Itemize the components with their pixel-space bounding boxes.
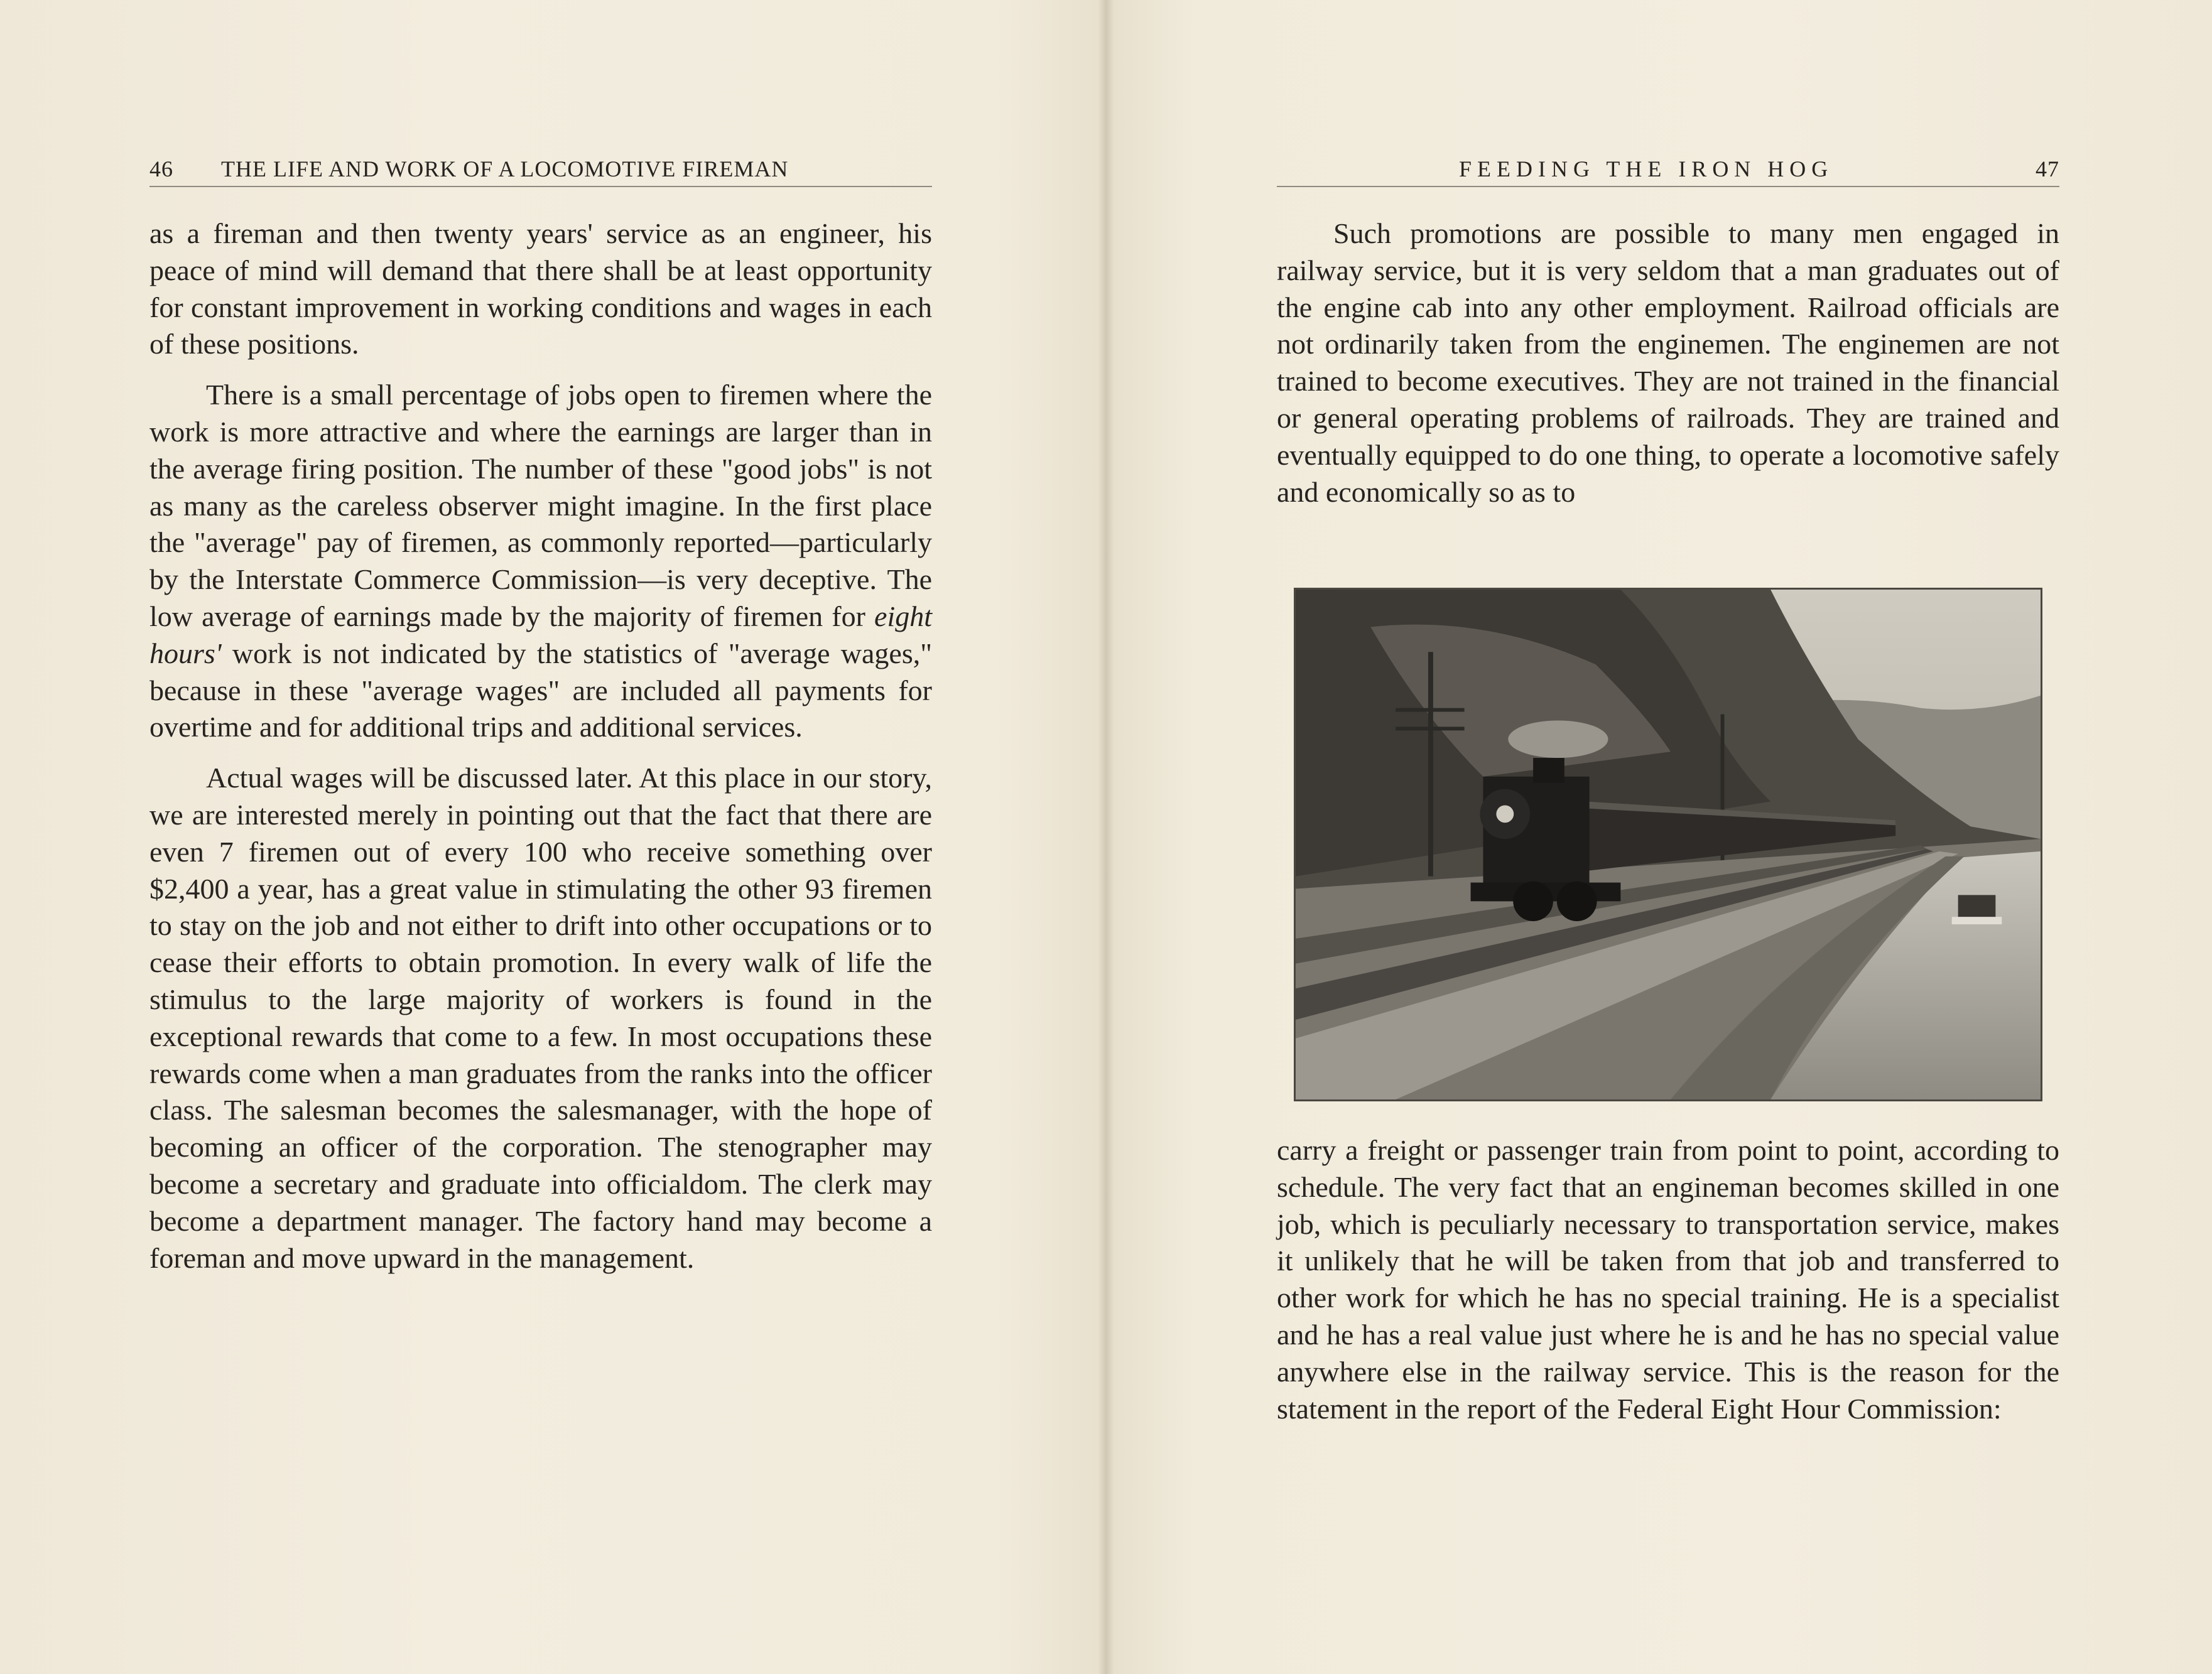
left-paragraph-1: as a fireman and then twenty years' service as an engineer, his peace of mind will demand that there shall be at least opportunity for constant improvement in working conditions and wages in each of these positions. bbox=[149, 217, 932, 360]
italic-eight-hours: eight hours' bbox=[149, 600, 933, 669]
book-gutter bbox=[1098, 0, 1114, 1674]
left-running-title: THE LIFE AND WORK OF A LOCOMOTIVE FIREMAN bbox=[221, 156, 789, 181]
locomotive-photograph bbox=[1294, 588, 2042, 1101]
left-paragraph-2-end: work is not indicated by the statistics of "average wages," because in these "average wages" are included all payments for overtime and for additional trips and additional services. bbox=[149, 637, 932, 743]
right-page bbox=[1106, 0, 2212, 1674]
left-paragraph-2-start: There is a small percentage of jobs open to firemen where the work is more attractive and where the earnings are larger than in the average firing position. The number of these "good jobs" is not as many as the careless observer might imagine. In the first place the "average" pay of firemen, as commonly reported—particularly by the Interstate Commerce Commission—is very deceptive. The low average of earnings made by the majority of firemen for bbox=[149, 379, 932, 632]
right-body-text-bottom bbox=[1277, 1132, 2059, 1441]
left-body-text bbox=[149, 215, 932, 1290]
left-page-number: 46 bbox=[149, 156, 173, 181]
left-paragraph-3: Actual wages will be discussed later. At this place in our story, we are interested merely in pointing out that the fact that there are even 7 firemen out of every 100 who receive something over $2,400 a year, has a great value in stimulating the other 93 firemen to stay on the job and not either to drift into other occupations or to cease their efforts to obtain promotion. In every walk of life the stimulus to the large majority of workers is found in the exceptional rewards that come to a few. In most occupations these rewards come when a man graduates from the ranks into the officer class. The salesman becomes the salesmanager, with the hope of becoming an officer of the corporation. The stenographer may become a secretary and graduate into officialdom. The clerk may become a department manager. The factory hand may become a foreman and move upward in the management. bbox=[149, 762, 932, 1274]
locomotive-photo-illustration bbox=[1296, 590, 2041, 1099]
left-running-head bbox=[149, 156, 932, 187]
right-page-number: 47 bbox=[2036, 156, 2059, 181]
right-body-text-top bbox=[1277, 215, 2059, 524]
right-running-title: FEEDING THE IRON HOG bbox=[1459, 156, 1834, 181]
right-running-head bbox=[1277, 156, 2059, 187]
right-paragraph-bottom: carry a freight or passenger train from point to point, according to schedule. The very fact that an engineman becomes skilled in one job, which is peculiarly necessary to transportation service, makes it unlikely that he will be taken from that job and transferred to other work for which he has no special training. He is a specialist and he has a real value just where he is and he has no special value anywhere else in the railway service. This is the reason for the statement in the report of the Federal Eight Hour Commission: bbox=[1277, 1134, 2059, 1425]
left-paragraph-2 bbox=[149, 377, 932, 746]
right-paragraph-top: Such promotions are possible to many men engaged in railway service, but it is very seldom that a man graduates out of the engine cab into any other employment. Railroad officials are not ordinarily taken from the enginemen. The enginemen are not trained to become executives. They are not trained in the financial or general operating problems of railroads. They are trained and eventually equipped to do one thing, to operate a locomotive safely and economically so as to bbox=[1277, 217, 2059, 508]
